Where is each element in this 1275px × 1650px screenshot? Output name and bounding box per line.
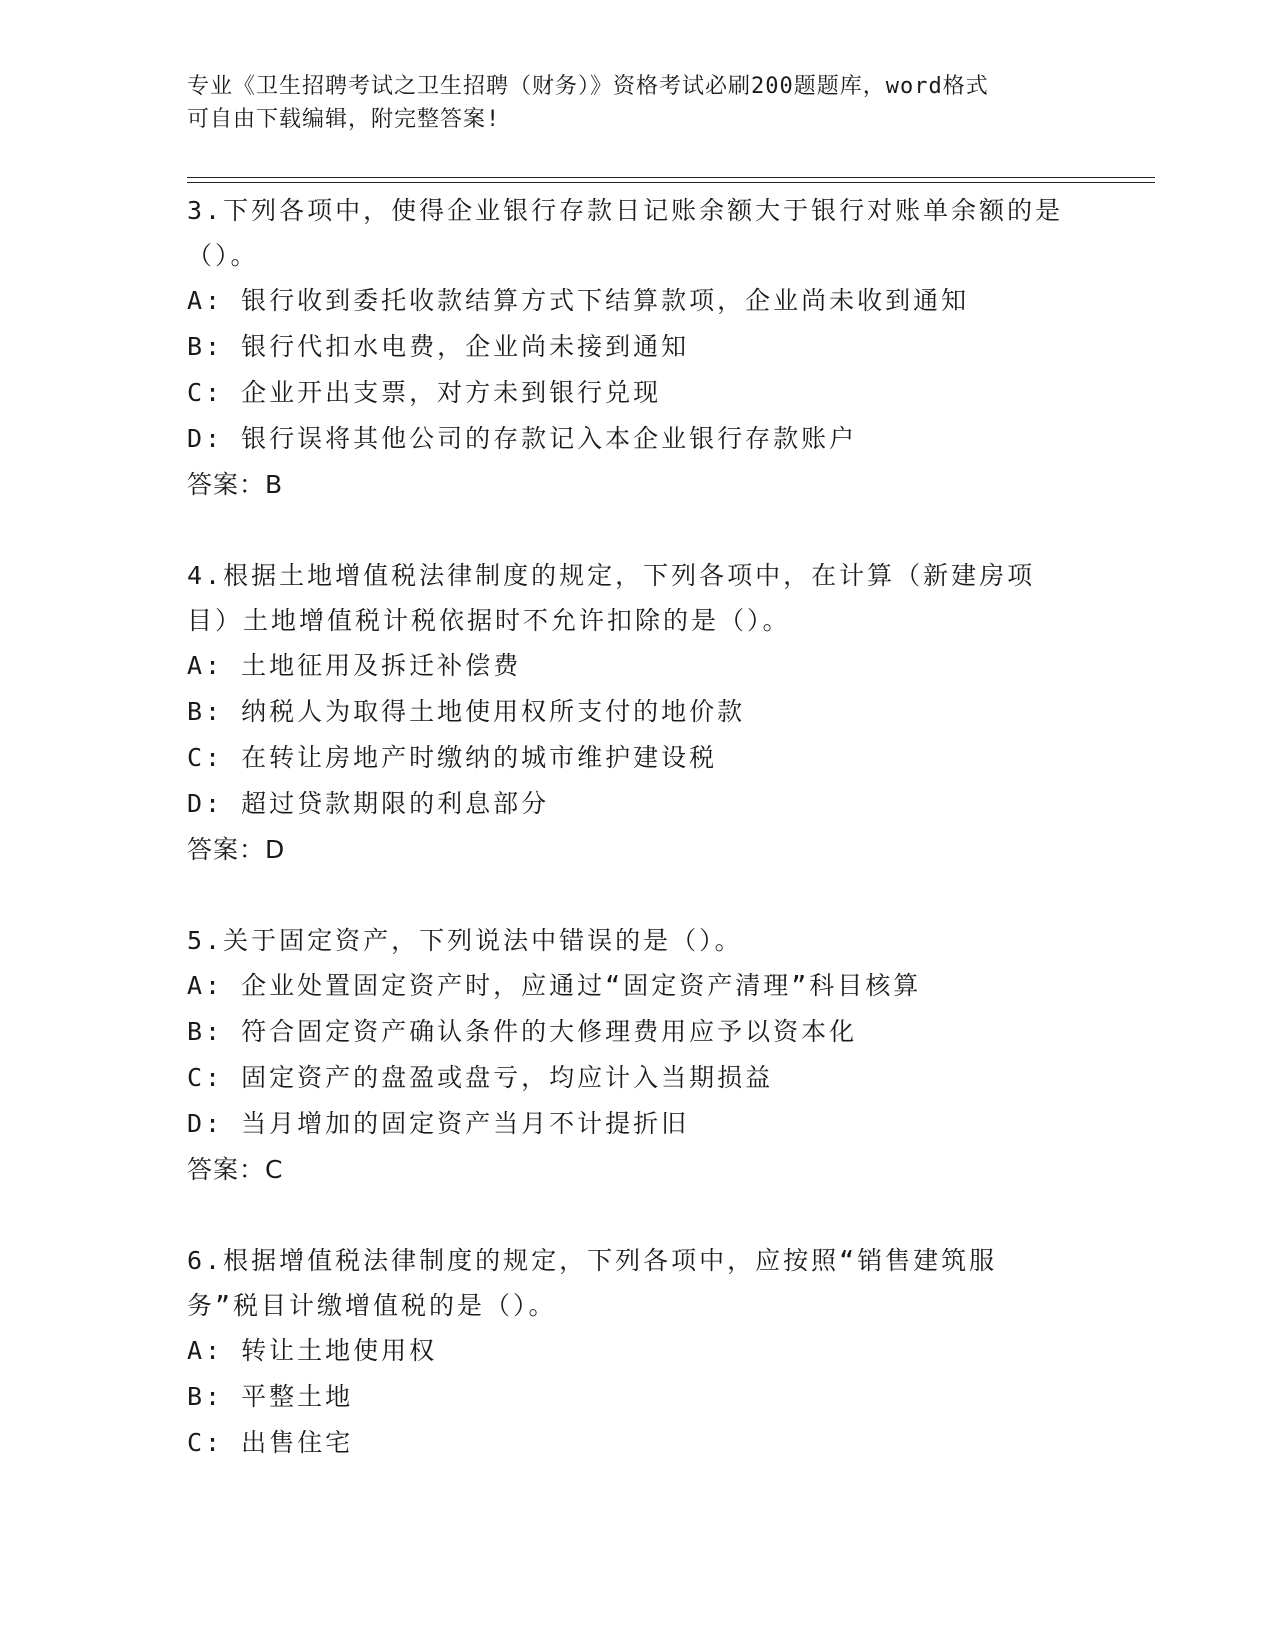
header-divider-bottom — [187, 182, 1155, 183]
question-3 — [187, 188, 1067, 508]
option-a: A: 企业处置固定资产时，应通过“固定资产清理”科目核算 — [187, 971, 922, 1000]
header-divider-top — [187, 177, 1155, 178]
option-c: C: 企业开出支票，对方未到银行兑现 — [187, 378, 662, 407]
option-b: B: 纳税人为取得土地使用权所支付的地价款 — [187, 697, 746, 726]
option-c: C: 固定资产的盘盈或盘亏，均应计入当期损益 — [187, 1063, 774, 1092]
answer-line: 答案：B — [187, 470, 284, 499]
option-c: C: 在转让房地产时缴纳的城市维护建设税 — [187, 743, 718, 772]
option-a: A: 土地征用及拆迁补偿费 — [187, 651, 522, 680]
header-line-1: 专业《卫生招聘考试之卫生招聘（财务）》资格考试必刷200题题库，word格式 — [187, 74, 989, 99]
question-5 — [187, 918, 1067, 1193]
option-b: B: 平整土地 — [187, 1382, 354, 1411]
header-line-2: 可自由下载编辑，附完整答案! — [187, 107, 501, 132]
option-b: B: 银行代扣水电费，企业尚未接到通知 — [187, 332, 690, 361]
option-d: D: 银行误将其他公司的存款记入本企业银行存款账户 — [187, 424, 858, 453]
question-6 — [187, 1238, 1067, 1466]
question-stem: 6.根据增值税法律制度的规定，下列各项中，应按照“销售建筑服务”税目计缴增值税的是（）。 — [187, 1246, 998, 1320]
answer-line: 答案：D — [187, 835, 286, 864]
question-stem: 5.关于固定资产，下列说法中错误的是（）。 — [187, 926, 743, 955]
option-d: D: 超过贷款期限的利息部分 — [187, 789, 550, 818]
option-c: C: 出售住宅 — [187, 1428, 354, 1457]
question-stem: 4.根据土地增值税法律制度的规定，下列各项中，在计算（新建房项目）土地增值税计税依据时不允许扣除的是（）。 — [187, 561, 1036, 635]
question-4 — [187, 553, 1067, 873]
option-b: B: 符合固定资产确认条件的大修理费用应予以资本化 — [187, 1017, 858, 1046]
question-list — [187, 188, 1067, 1511]
option-d: D: 当月增加的固定资产当月不计提折旧 — [187, 1109, 690, 1138]
option-a: A: 银行收到委托收款结算方式下结算款项，企业尚未收到通知 — [187, 286, 970, 315]
answer-line: 答案：C — [187, 1155, 284, 1184]
option-a: A: 转让土地使用权 — [187, 1336, 438, 1365]
question-stem: 3.下列各项中，使得企业银行存款日记账余额大于银行对账单余额的是（）。 — [187, 196, 1064, 270]
document-header — [187, 70, 1067, 136]
